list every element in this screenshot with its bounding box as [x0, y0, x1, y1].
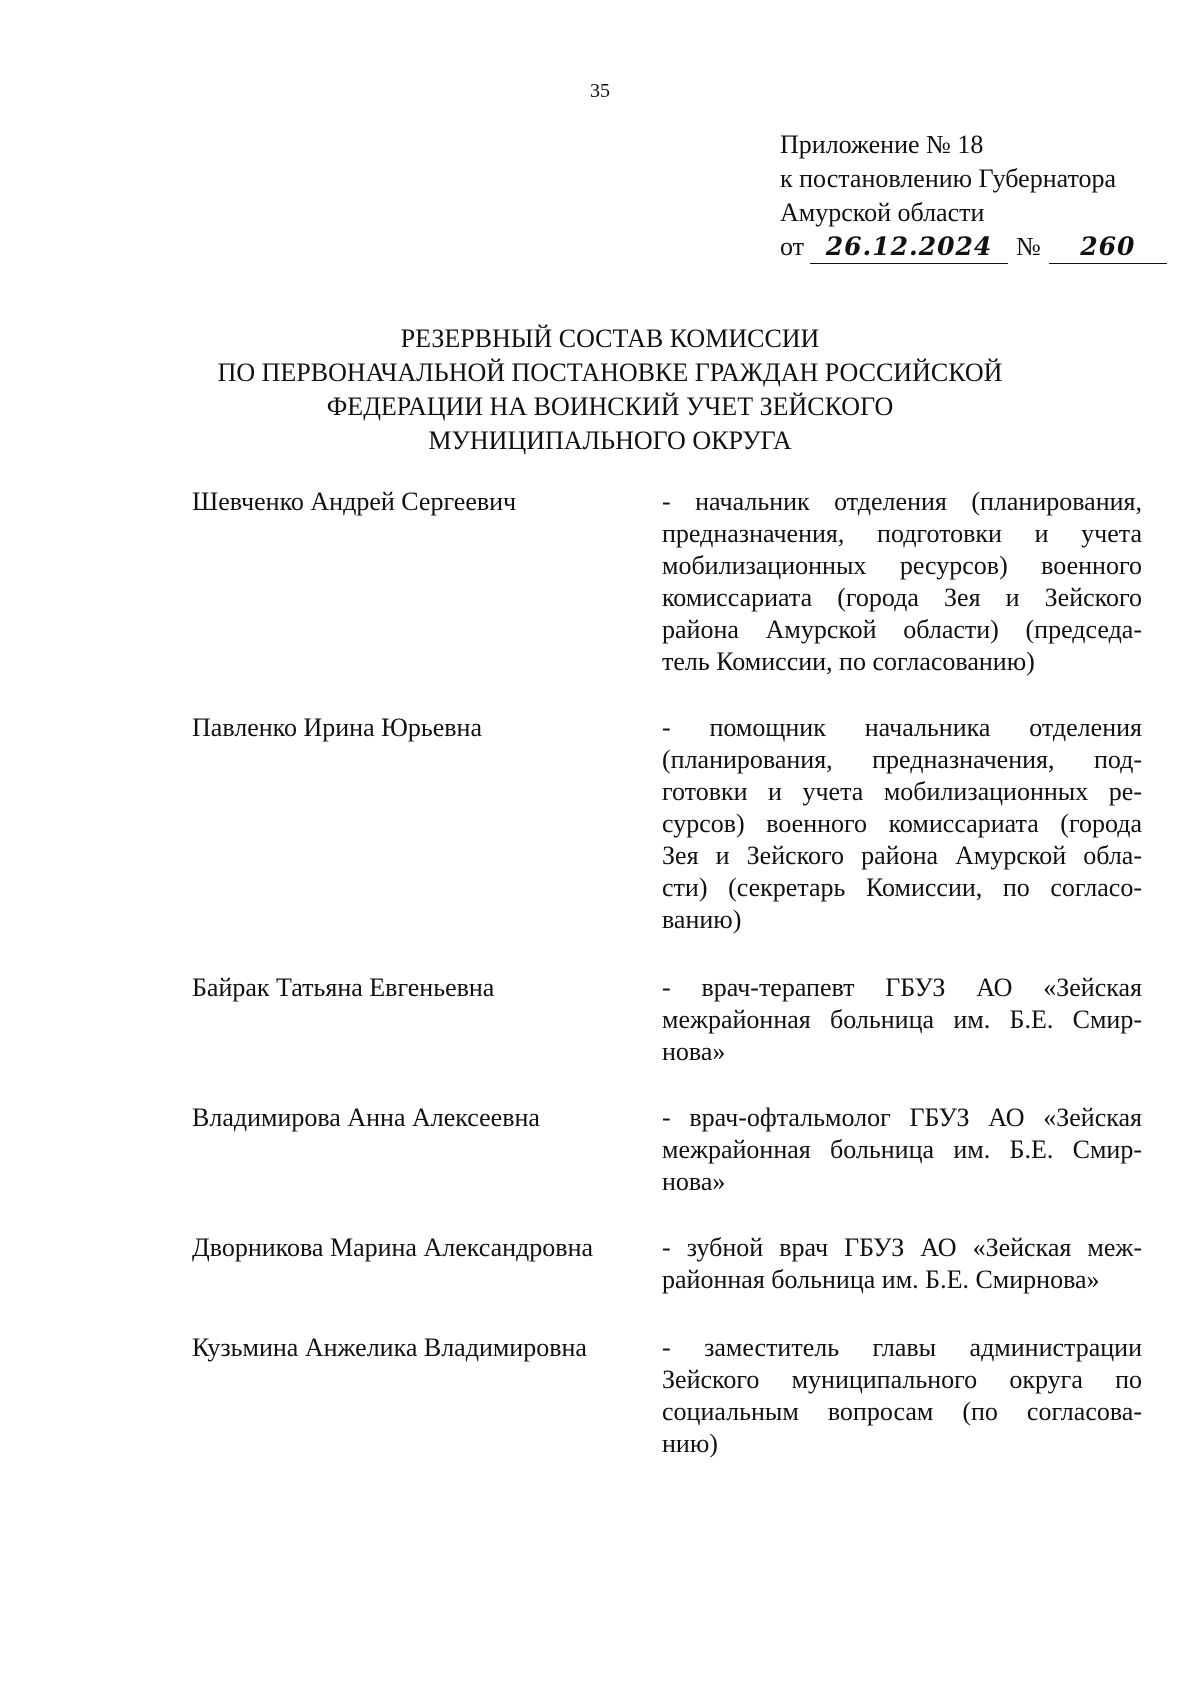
role-line: - помощник начальника отделения	[662, 713, 1142, 742]
member-role	[662, 972, 1142, 1068]
role-line: - зубной врач ГБУЗ АО «Зейская меж-	[662, 1233, 1142, 1262]
role-line: сти) (секретарь Комиссии, по согласо-	[662, 873, 1142, 902]
date-prefix: от	[780, 232, 805, 261]
member-name: Шевченко Андрей Сергеевич	[192, 487, 517, 516]
member-name: Байрак Татьяна Евгеньевна	[192, 973, 495, 1002]
member-name: Дворникова Марина Александровна	[192, 1233, 594, 1262]
member-role	[662, 1232, 1142, 1296]
member-name: Павленко Ирина Юрьевна	[192, 713, 482, 742]
role-line: (планирования, предназначения, под-	[662, 745, 1142, 774]
handwritten-date: 26.12.2024	[810, 231, 1008, 264]
role-line: готовки и учета мобилизационных ре-	[662, 777, 1142, 806]
number-prefix: №	[1016, 232, 1041, 261]
role-line: - заместитель главы администрации	[662, 1333, 1142, 1362]
appendix-number: Приложение № 18	[780, 130, 984, 159]
appendix-decree-reference: к постановлению Губернатора	[780, 164, 1117, 193]
role-line: района Амурской области) (председа-	[662, 615, 1142, 644]
title-line: ФЕДЕРАЦИИ НА ВОИНСКИЙ УЧЕТ ЗЕЙСКОГО	[326, 392, 894, 421]
role-line: районная больница им. Б.Е. Смирнова»	[662, 1265, 1100, 1294]
role-line: ванию)	[662, 905, 742, 934]
role-line: межрайонная больница им. Б.Е. Смир-	[662, 1005, 1142, 1034]
role-line: - начальник отделения (планирования,	[662, 487, 1142, 516]
role-line: нию)	[662, 1429, 718, 1458]
role-line: - врач-офтальмолог ГБУЗ АО «Зейская	[662, 1103, 1142, 1132]
role-line: межрайонная больница им. Б.Е. Смир-	[662, 1135, 1142, 1164]
title-line: ПО ПЕРВОНАЧАЛЬНОЙ ПОСТАНОВКЕ ГРАЖДАН РОССИЙСКОЙ	[217, 358, 1003, 387]
role-line: Зея и Зейского района Амурской обла-	[662, 841, 1142, 870]
role-line: предназначения, подготовки и учета	[662, 519, 1142, 548]
role-line: нова»	[662, 1037, 726, 1066]
appendix-date-line	[780, 230, 1180, 264]
title-line: РЕЗЕРВНЫЙ СОСТАВ КОМИССИИ	[400, 324, 820, 353]
member-name: Кузьмина Анжелика Владимировна	[192, 1333, 587, 1362]
appendix-region: Амурской области	[780, 198, 985, 227]
role-line: сурсов) военного комиссариата (города	[662, 809, 1142, 838]
page-number: 35	[590, 80, 610, 102]
member-role	[662, 486, 1142, 678]
member-role	[662, 712, 1142, 936]
role-line: - врач-терапевт ГБУЗ АО «Зейская	[662, 973, 1142, 1002]
member-name: Владимирова Анна Алексеевна	[192, 1103, 540, 1132]
title-line: МУНИЦИПАЛЬНОГО ОКРУГА	[428, 426, 792, 455]
handwritten-number: 260	[1049, 231, 1167, 264]
role-line: комиссариата (города Зея и Зейского	[662, 583, 1142, 612]
appendix-header	[780, 128, 1180, 264]
member-role	[662, 1102, 1142, 1198]
member-role	[662, 1332, 1142, 1460]
role-line: мобилизационных ресурсов) военного	[662, 551, 1142, 580]
role-line: тель Комиссии, по согласованию)	[662, 647, 1035, 676]
role-line: Зейского муниципального округа по	[662, 1365, 1142, 1394]
role-line: нова»	[662, 1167, 726, 1196]
role-line: социальным вопросам (по согласова-	[662, 1397, 1142, 1426]
document-title	[150, 322, 1070, 458]
